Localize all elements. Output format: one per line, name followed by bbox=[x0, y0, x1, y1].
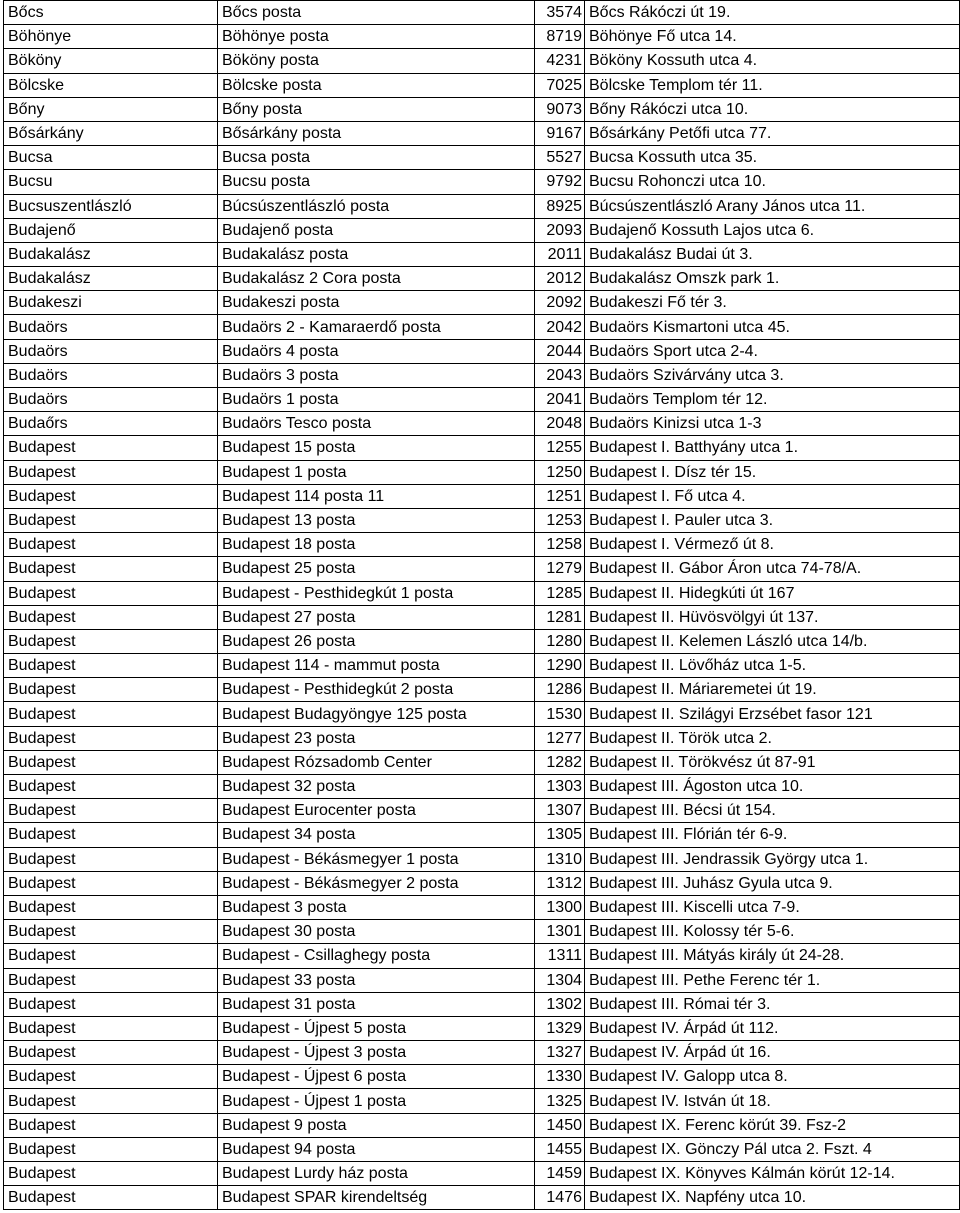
table-row bbox=[4, 775, 960, 799]
table-row bbox=[4, 871, 960, 895]
postal-code-cell: 1282 bbox=[535, 750, 585, 774]
post-office-name-cell: Budapest 9 posta bbox=[218, 1113, 535, 1137]
table-row bbox=[4, 799, 960, 823]
table-row bbox=[4, 388, 960, 412]
settlement-cell: Budapest bbox=[4, 1113, 218, 1137]
table-row bbox=[4, 242, 960, 266]
settlement-cell: Budapest bbox=[4, 871, 218, 895]
settlement-cell: Budapest bbox=[4, 702, 218, 726]
postal-code-cell: 2092 bbox=[535, 291, 585, 315]
post-office-name-cell: Budapest Eurocenter posta bbox=[218, 799, 535, 823]
post-office-name-cell: Budapest - Pesthidegkút 1 posta bbox=[218, 581, 535, 605]
settlement-cell: Budaörs bbox=[4, 315, 218, 339]
postal-code-cell: 2012 bbox=[535, 267, 585, 291]
postal-code-cell: 1450 bbox=[535, 1113, 585, 1137]
address-cell: Budaörs Kinizsi utca 1-3 bbox=[585, 412, 960, 436]
address-cell: Budapest I. Fő utca 4. bbox=[585, 484, 960, 508]
postal-code-cell: 1303 bbox=[535, 775, 585, 799]
address-cell: Bőcs Rákóczi út 19. bbox=[585, 1, 960, 25]
settlement-cell: Budapest bbox=[4, 1065, 218, 1089]
postal-code-cell: 1325 bbox=[535, 1089, 585, 1113]
post-office-name-cell: Bölcske posta bbox=[218, 73, 535, 97]
table-row bbox=[4, 1162, 960, 1186]
address-cell: Budapest III. Mátyás király út 24-28. bbox=[585, 944, 960, 968]
post-office-name-cell: Bucsa posta bbox=[218, 146, 535, 170]
table-row bbox=[4, 49, 960, 73]
address-cell: Budapest I. Dísz tér 15. bbox=[585, 460, 960, 484]
postal-code-cell: 1290 bbox=[535, 654, 585, 678]
table-row bbox=[4, 484, 960, 508]
settlement-cell: Budapest bbox=[4, 992, 218, 1016]
post-office-name-cell: Budapest 94 posta bbox=[218, 1137, 535, 1161]
settlement-cell: Budapest bbox=[4, 799, 218, 823]
table-row bbox=[4, 508, 960, 532]
postal-code-cell: 5527 bbox=[535, 146, 585, 170]
postal-code-cell: 2048 bbox=[535, 412, 585, 436]
table-row bbox=[4, 1, 960, 25]
post-office-name-cell: Budapest Lurdy ház posta bbox=[218, 1162, 535, 1186]
address-cell: Budapest III. Pethe Ferenc tér 1. bbox=[585, 968, 960, 992]
post-office-name-cell: Budapest 15 posta bbox=[218, 436, 535, 460]
settlement-cell: Budapest bbox=[4, 775, 218, 799]
post-office-table bbox=[3, 0, 960, 1210]
postal-code-cell: 2041 bbox=[535, 388, 585, 412]
address-cell: Budapest II. Lövőház utca 1-5. bbox=[585, 654, 960, 678]
address-cell: Budapest I. Batthyány utca 1. bbox=[585, 436, 960, 460]
address-cell: Budapest III. Kolossy tér 5-6. bbox=[585, 920, 960, 944]
settlement-cell: Budapest bbox=[4, 944, 218, 968]
settlement-cell: Budapest bbox=[4, 484, 218, 508]
address-cell: Budapest IV. Árpád út 16. bbox=[585, 1041, 960, 1065]
settlement-cell: Budapest bbox=[4, 678, 218, 702]
table-row bbox=[4, 895, 960, 919]
post-office-name-cell: Budakeszi posta bbox=[218, 291, 535, 315]
postal-code-cell: 1300 bbox=[535, 895, 585, 919]
address-cell: Budapest IV. István út 18. bbox=[585, 1089, 960, 1113]
post-office-name-cell: Budajenő posta bbox=[218, 218, 535, 242]
address-cell: Budajenő Kossuth Lajos utca 6. bbox=[585, 218, 960, 242]
post-office-name-cell: Budapest 34 posta bbox=[218, 823, 535, 847]
table-row bbox=[4, 581, 960, 605]
post-office-name-cell: Budapest - Újpest 5 posta bbox=[218, 1016, 535, 1040]
address-cell: Bölcske Templom tér 11. bbox=[585, 73, 960, 97]
settlement-cell: Budapest bbox=[4, 1089, 218, 1113]
postal-code-cell: 1311 bbox=[535, 944, 585, 968]
settlement-cell: Budapest bbox=[4, 1137, 218, 1161]
address-cell: Budapest II. Hidegkúti út 167 bbox=[585, 581, 960, 605]
post-office-name-cell: Budapest 114 posta 11 bbox=[218, 484, 535, 508]
settlement-cell: Budapest bbox=[4, 823, 218, 847]
settlement-cell: Bölcske bbox=[4, 73, 218, 97]
settlement-cell: Budapest bbox=[4, 920, 218, 944]
table-row bbox=[4, 823, 960, 847]
settlement-cell: Bucsuszentlászló bbox=[4, 194, 218, 218]
address-cell: Budapest III. Kiscelli utca 7-9. bbox=[585, 895, 960, 919]
address-cell: Budapest III. Római tér 3. bbox=[585, 992, 960, 1016]
post-office-name-cell: Budapest 32 posta bbox=[218, 775, 535, 799]
postal-code-cell: 1459 bbox=[535, 1162, 585, 1186]
settlement-cell: Budapest bbox=[4, 654, 218, 678]
settlement-cell: Budapest bbox=[4, 1186, 218, 1210]
post-office-name-cell: Budapest 31 posta bbox=[218, 992, 535, 1016]
post-office-name-cell: Budapest 114 - mammut posta bbox=[218, 654, 535, 678]
address-cell: Budapest IX. Gönczy Pál utca 2. Fszt. 4 bbox=[585, 1137, 960, 1161]
settlement-cell: Budajenő bbox=[4, 218, 218, 242]
post-office-name-cell: Budapest 3 posta bbox=[218, 895, 535, 919]
postal-code-cell: 1307 bbox=[535, 799, 585, 823]
table-row bbox=[4, 533, 960, 557]
settlement-cell: Budakeszi bbox=[4, 291, 218, 315]
table-row bbox=[4, 1016, 960, 1040]
table-row bbox=[4, 460, 960, 484]
post-office-name-cell: Budapest SPAR kirendeltség bbox=[218, 1186, 535, 1210]
postal-code-cell: 1305 bbox=[535, 823, 585, 847]
post-office-name-cell: Budapest Budagyöngye 125 posta bbox=[218, 702, 535, 726]
postal-code-cell: 1253 bbox=[535, 508, 585, 532]
table-row bbox=[4, 218, 960, 242]
postal-code-cell: 8719 bbox=[535, 25, 585, 49]
postal-code-cell: 2011 bbox=[535, 242, 585, 266]
post-office-name-cell: Budaörs Tesco posta bbox=[218, 412, 535, 436]
postal-code-cell: 9073 bbox=[535, 97, 585, 121]
table-row bbox=[4, 968, 960, 992]
address-cell: Budapest II. Törökvész út 87-91 bbox=[585, 750, 960, 774]
post-office-name-cell: Bőny posta bbox=[218, 97, 535, 121]
address-cell: Böhönye Fő utca 14. bbox=[585, 25, 960, 49]
settlement-cell: Budapest bbox=[4, 1041, 218, 1065]
table-row bbox=[4, 73, 960, 97]
table-row bbox=[4, 363, 960, 387]
table-row bbox=[4, 847, 960, 871]
table-row bbox=[4, 702, 960, 726]
settlement-cell: Budaörs bbox=[4, 363, 218, 387]
address-cell: Budapest IX. Ferenc körút 39. Fsz-2 bbox=[585, 1113, 960, 1137]
postal-code-cell: 2044 bbox=[535, 339, 585, 363]
postal-code-cell: 7025 bbox=[535, 73, 585, 97]
postal-code-cell: 9792 bbox=[535, 170, 585, 194]
address-cell: Budapest III. Ágoston utca 10. bbox=[585, 775, 960, 799]
settlement-cell: Budapest bbox=[4, 508, 218, 532]
postal-code-cell: 1280 bbox=[535, 629, 585, 653]
table-row bbox=[4, 121, 960, 145]
table-row bbox=[4, 194, 960, 218]
postal-code-cell: 1455 bbox=[535, 1137, 585, 1161]
post-office-name-cell: Budapest - Csillaghegy posta bbox=[218, 944, 535, 968]
address-cell: Budapest III. Jendrassik György utca 1. bbox=[585, 847, 960, 871]
settlement-cell: Bőcs bbox=[4, 1, 218, 25]
postal-code-cell: 1327 bbox=[535, 1041, 585, 1065]
address-cell: Budapest II. Gábor Áron utca 74-78/A. bbox=[585, 557, 960, 581]
table-row bbox=[4, 97, 960, 121]
table-row bbox=[4, 1137, 960, 1161]
settlement-cell: Bősárkány bbox=[4, 121, 218, 145]
settlement-cell: Budapest bbox=[4, 460, 218, 484]
table-row bbox=[4, 1186, 960, 1210]
table-row bbox=[4, 291, 960, 315]
table-row bbox=[4, 992, 960, 1016]
postal-code-cell: 1304 bbox=[535, 968, 585, 992]
post-office-name-cell: Budapest - Újpest 3 posta bbox=[218, 1041, 535, 1065]
settlement-cell: Budapest bbox=[4, 581, 218, 605]
postal-code-cell: 4231 bbox=[535, 49, 585, 73]
settlement-cell: Budapest bbox=[4, 557, 218, 581]
table-row bbox=[4, 654, 960, 678]
settlement-cell: Budapest bbox=[4, 895, 218, 919]
settlement-cell: Budaörs bbox=[4, 388, 218, 412]
post-office-name-cell: Búcsúszentlászló posta bbox=[218, 194, 535, 218]
settlement-cell: Budapest bbox=[4, 726, 218, 750]
address-cell: Budapest IX. Napfény utca 10. bbox=[585, 1186, 960, 1210]
settlement-cell: Budapest bbox=[4, 1162, 218, 1186]
address-cell: Budapest II. Hüvösvölgyi út 137. bbox=[585, 605, 960, 629]
post-office-name-cell: Budapest - Újpest 1 posta bbox=[218, 1089, 535, 1113]
address-cell: Budapest II. Török utca 2. bbox=[585, 726, 960, 750]
address-cell: Budakeszi Fő tér 3. bbox=[585, 291, 960, 315]
settlement-cell: Budapest bbox=[4, 629, 218, 653]
settlement-cell: Budapest bbox=[4, 533, 218, 557]
settlement-cell: Bucsu bbox=[4, 170, 218, 194]
post-office-name-cell: Budapest - Pesthidegkút 2 posta bbox=[218, 678, 535, 702]
post-office-name-cell: Budapest 27 posta bbox=[218, 605, 535, 629]
settlement-cell: Budakalász bbox=[4, 242, 218, 266]
address-cell: Budapest II. Szilágyi Erzsébet fasor 121 bbox=[585, 702, 960, 726]
postal-code-cell: 2043 bbox=[535, 363, 585, 387]
address-cell: Budaörs Sport utca 2-4. bbox=[585, 339, 960, 363]
postal-code-cell: 1251 bbox=[535, 484, 585, 508]
address-cell: Budakalász Budai út 3. bbox=[585, 242, 960, 266]
settlement-cell: Budapest bbox=[4, 847, 218, 871]
address-cell: Budapest I. Vérmező út 8. bbox=[585, 533, 960, 557]
post-office-name-cell: Budapest 18 posta bbox=[218, 533, 535, 557]
post-office-name-cell: Böhönye posta bbox=[218, 25, 535, 49]
postal-code-cell: 1530 bbox=[535, 702, 585, 726]
address-cell: Budapest I. Pauler utca 3. bbox=[585, 508, 960, 532]
table-row bbox=[4, 678, 960, 702]
address-cell: Bőny Rákóczi utca 10. bbox=[585, 97, 960, 121]
table-row bbox=[4, 436, 960, 460]
postal-code-cell: 1250 bbox=[535, 460, 585, 484]
table-row bbox=[4, 1089, 960, 1113]
address-cell: Budakalász Omszk park 1. bbox=[585, 267, 960, 291]
table-row bbox=[4, 1113, 960, 1137]
table-row bbox=[4, 315, 960, 339]
table-row bbox=[4, 267, 960, 291]
postal-code-cell: 8925 bbox=[535, 194, 585, 218]
address-cell: Bucsa Kossuth utca 35. bbox=[585, 146, 960, 170]
address-cell: Bököny Kossuth utca 4. bbox=[585, 49, 960, 73]
table-row bbox=[4, 1041, 960, 1065]
table-row bbox=[4, 25, 960, 49]
postal-code-cell: 3574 bbox=[535, 1, 585, 25]
settlement-cell: Budapest bbox=[4, 750, 218, 774]
postal-code-cell: 1312 bbox=[535, 871, 585, 895]
table-row bbox=[4, 412, 960, 436]
post-office-name-cell: Budapest 1 posta bbox=[218, 460, 535, 484]
postal-code-cell: 1285 bbox=[535, 581, 585, 605]
postal-code-cell: 1329 bbox=[535, 1016, 585, 1040]
post-office-name-cell: Bősárkány posta bbox=[218, 121, 535, 145]
address-cell: Bősárkány Petőfi utca 77. bbox=[585, 121, 960, 145]
table-row bbox=[4, 1065, 960, 1089]
settlement-cell: Budapest bbox=[4, 968, 218, 992]
address-cell: Budapest III. Juhász Gyula utca 9. bbox=[585, 871, 960, 895]
settlement-cell: Budaőrs bbox=[4, 412, 218, 436]
address-cell: Budaörs Templom tér 12. bbox=[585, 388, 960, 412]
table-row bbox=[4, 750, 960, 774]
postal-code-cell: 9167 bbox=[535, 121, 585, 145]
postal-code-cell: 1330 bbox=[535, 1065, 585, 1089]
postal-code-cell: 2093 bbox=[535, 218, 585, 242]
table-row bbox=[4, 146, 960, 170]
address-cell: Budapest II. Máriaremetei út 19. bbox=[585, 678, 960, 702]
settlement-cell: Böhönye bbox=[4, 25, 218, 49]
post-office-name-cell: Budapest 23 posta bbox=[218, 726, 535, 750]
settlement-cell: Bököny bbox=[4, 49, 218, 73]
address-cell: Budapest II. Kelemen László utca 14/b. bbox=[585, 629, 960, 653]
post-office-name-cell: Budapest - Újpest 6 posta bbox=[218, 1065, 535, 1089]
post-office-name-cell: Budapest 25 posta bbox=[218, 557, 535, 581]
postal-code-cell: 1302 bbox=[535, 992, 585, 1016]
address-cell: Budapest IX. Könyves Kálmán körút 12-14. bbox=[585, 1162, 960, 1186]
settlement-cell: Bucsa bbox=[4, 146, 218, 170]
table-row bbox=[4, 605, 960, 629]
post-office-name-cell: Budapest - Békásmegyer 2 posta bbox=[218, 871, 535, 895]
postal-code-cell: 1310 bbox=[535, 847, 585, 871]
address-cell: Budapest IV. Árpád út 112. bbox=[585, 1016, 960, 1040]
post-office-name-cell: Budapest - Békásmegyer 1 posta bbox=[218, 847, 535, 871]
table-row bbox=[4, 339, 960, 363]
table-row bbox=[4, 557, 960, 581]
post-office-name-cell: Budapest 26 posta bbox=[218, 629, 535, 653]
table-body bbox=[4, 1, 960, 1210]
address-cell: Budapest IV. Galopp utca 8. bbox=[585, 1065, 960, 1089]
table-row bbox=[4, 629, 960, 653]
post-office-name-cell: Bőcs posta bbox=[218, 1, 535, 25]
postal-code-cell: 1286 bbox=[535, 678, 585, 702]
address-cell: Budapest III. Bécsi út 154. bbox=[585, 799, 960, 823]
post-office-name-cell: Budaörs 4 posta bbox=[218, 339, 535, 363]
post-office-name-cell: Budapest 13 posta bbox=[218, 508, 535, 532]
table-row bbox=[4, 920, 960, 944]
post-office-name-cell: Bucsu posta bbox=[218, 170, 535, 194]
address-cell: Budaörs Szivárvány utca 3. bbox=[585, 363, 960, 387]
settlement-cell: Budakalász bbox=[4, 267, 218, 291]
postal-code-cell: 2042 bbox=[535, 315, 585, 339]
address-cell: Bucsu Rohonczi utca 10. bbox=[585, 170, 960, 194]
postal-code-cell: 1281 bbox=[535, 605, 585, 629]
post-office-name-cell: Budapest Rózsadomb Center bbox=[218, 750, 535, 774]
settlement-cell: Budapest bbox=[4, 1016, 218, 1040]
postal-code-cell: 1277 bbox=[535, 726, 585, 750]
table-row bbox=[4, 944, 960, 968]
postal-code-cell: 1255 bbox=[535, 436, 585, 460]
post-office-name-cell: Budakalász 2 Cora posta bbox=[218, 267, 535, 291]
table-row bbox=[4, 726, 960, 750]
postal-code-cell: 1301 bbox=[535, 920, 585, 944]
address-cell: Búcsúszentlászló Arany János utca 11. bbox=[585, 194, 960, 218]
address-cell: Budaörs Kismartoni utca 45. bbox=[585, 315, 960, 339]
address-cell: Budapest III. Flórián tér 6-9. bbox=[585, 823, 960, 847]
settlement-cell: Budaörs bbox=[4, 339, 218, 363]
post-office-name-cell: Budaörs 2 - Kamaraerdő posta bbox=[218, 315, 535, 339]
table-row bbox=[4, 170, 960, 194]
post-office-name-cell: Budapest 33 posta bbox=[218, 968, 535, 992]
settlement-cell: Bőny bbox=[4, 97, 218, 121]
postal-code-cell: 1279 bbox=[535, 557, 585, 581]
post-office-name-cell: Budaörs 1 posta bbox=[218, 388, 535, 412]
postal-code-cell: 1476 bbox=[535, 1186, 585, 1210]
settlement-cell: Budapest bbox=[4, 605, 218, 629]
settlement-cell: Budapest bbox=[4, 436, 218, 460]
post-office-name-cell: Bököny posta bbox=[218, 49, 535, 73]
post-office-name-cell: Budaörs 3 posta bbox=[218, 363, 535, 387]
post-office-name-cell: Budakalász posta bbox=[218, 242, 535, 266]
post-office-name-cell: Budapest 30 posta bbox=[218, 920, 535, 944]
postal-code-cell: 1258 bbox=[535, 533, 585, 557]
